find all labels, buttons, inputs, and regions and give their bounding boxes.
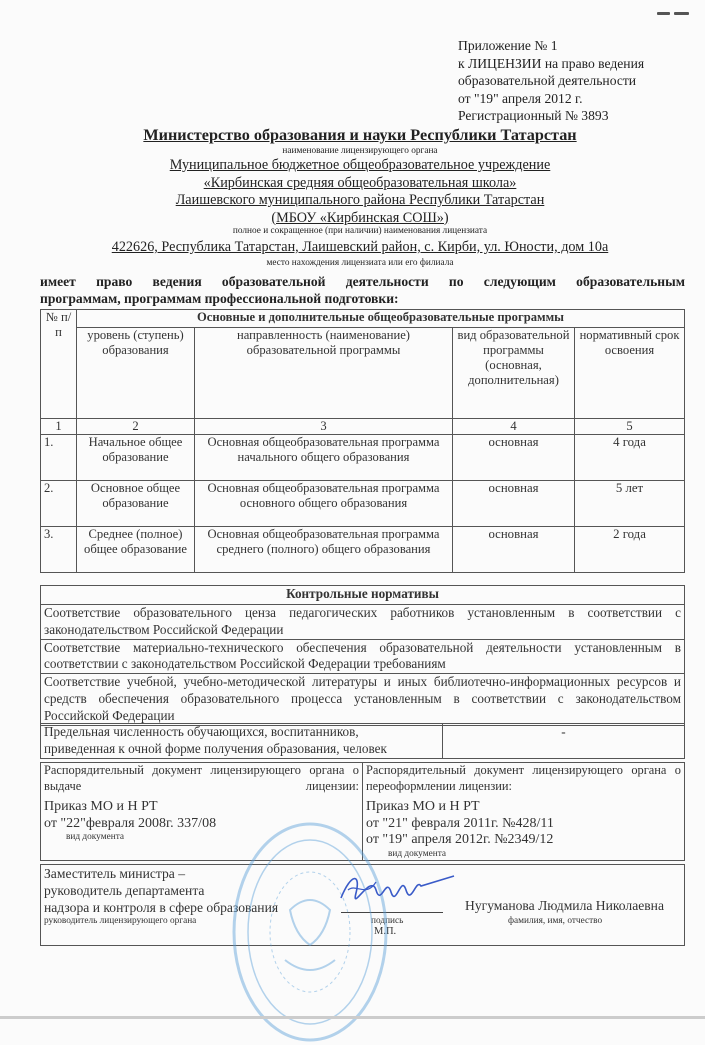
column-header-kind: вид образовательной программы (основная, дополнительная)	[453, 328, 575, 419]
reissue-order-document	[366, 799, 681, 849]
row-kind: основная	[453, 481, 575, 527]
licensee-name-line: Лаишевского муниципального района Республики Татарстан	[175, 192, 545, 208]
scan-edge	[0, 1016, 705, 1019]
licensee-address: 422626, Республика Татарстан, Лаишевский район, с. Кирби, ул. Юности, дом 10а	[111, 239, 609, 255]
table-row	[41, 481, 685, 527]
row-program: Основная общеобразовательная программа среднего (полного) общего образования	[195, 527, 453, 573]
licensee-name	[20, 157, 700, 227]
licensee-name-line: «Кирбинская средняя общеобразовательная школа»	[203, 174, 517, 191]
row-kind: основная	[453, 435, 575, 481]
signatory-full-name: Нугуманова Людмила Николаевна	[465, 898, 664, 913]
appendix-line: от "19" апреля 2012 г.	[458, 90, 583, 106]
control-norms-title: Контрольные нормативы	[41, 586, 685, 605]
row-program: Основная общеобразовательная программа основного общего образования	[195, 481, 453, 527]
table-row	[41, 435, 685, 481]
column-header-program: направленность (наименование) образовательной программы	[195, 328, 453, 419]
row-term: 5 лет	[575, 481, 685, 527]
licensing-authority: Министерство образования и науки Республики Татарстан	[143, 126, 577, 144]
intro-statement	[40, 273, 685, 307]
table-header-row	[41, 328, 685, 419]
row-number: 3.	[41, 527, 77, 573]
row-program: Основная общеобразовательная программа начального общего образования	[195, 435, 453, 481]
row-level: Основное общее образование	[77, 481, 195, 527]
stamp-caption: М.П.	[374, 926, 397, 937]
table-index-row	[41, 419, 685, 435]
row-term: 2 года	[575, 527, 685, 573]
appendix-line: образовательной деятельности	[458, 73, 637, 88]
row-level: Начальное общее образование	[77, 435, 195, 481]
row-level: Среднее (полное) общее образование	[77, 527, 195, 573]
capacity-label	[41, 724, 443, 759]
licensee-name-caption: полное и сокращенное (при наличии) наименования лицензиата	[232, 226, 488, 236]
row-number: 2.	[41, 481, 77, 527]
document-line: Приказ МО и Н РТ	[366, 799, 480, 814]
intro-line: программам, программам профессиональной подготовки:	[40, 291, 399, 306]
row-term: 4 года	[575, 435, 685, 481]
issue-order-cell	[41, 763, 363, 861]
document-line: от "22"февраля 2008г. 337/08	[44, 815, 217, 831]
capacity-table	[40, 723, 685, 759]
appendix-line: Регистрационный № 3893	[458, 108, 609, 123]
column-group-header: Основные и дополнительные общеобразовательные программы	[77, 310, 685, 328]
document-line: от "19" апреля 2012г. №2349/12	[366, 832, 554, 847]
index-cell: 1	[41, 419, 77, 435]
index-cell: 2	[77, 419, 195, 435]
intro-line: имеет право ведения образовательной деятельности по следующим образовательным	[40, 274, 685, 289]
table-row	[41, 527, 685, 573]
signatory-post-caption: руководитель лицензирующего органа	[44, 916, 197, 926]
capacity-label-line: приведенная к очной форме получения образования, человек	[44, 740, 387, 756]
reissue-order-label: Распорядительный документ лицензирующего органа о переоформлении лицензии:	[366, 763, 681, 793]
document-type-caption: вид документа	[66, 832, 124, 842]
orders-table	[40, 762, 685, 861]
column-header-term: нормативный срок освоения	[575, 328, 685, 419]
reissue-order-cell	[363, 763, 685, 861]
control-norm-item: Соответствие учебной, учебно-методической литературы и иных библиотечно-информационных ресурсов и средств обеспечения образовательного процесса установленным в соответствии с законодательством Российской Федерации	[41, 674, 685, 725]
column-header-number: № п/п	[41, 310, 77, 419]
control-norm-item: Соответствие материально-технического обеспечения образовательной деятельности установленным в соответствии с законодательством Российской Федерации требованиям	[41, 639, 685, 674]
licensee-address-caption: место нахождения лицензиата или его филиала	[266, 258, 454, 268]
signature-caption: подпись	[371, 916, 404, 926]
scan-mark	[674, 12, 689, 15]
column-header-level: уровень (ступень) образования	[77, 328, 195, 419]
document-line: Приказ МО и Н РТ	[44, 799, 158, 814]
scan-mark	[657, 12, 670, 15]
document-type-caption: вид документа	[388, 848, 446, 859]
issue-order-label: Распорядительный документ лицензирующего органа о выдаче лицензии:	[44, 763, 359, 793]
capacity-label-line: Предельная численность обучающихся, воспитанников,	[44, 724, 359, 739]
signatory-block	[40, 864, 685, 946]
signatory-post-line: руководитель департамента	[44, 883, 205, 898]
row-kind: основная	[453, 527, 575, 573]
appendix-header	[458, 37, 644, 125]
appendix-line: Приложение № 1	[458, 38, 558, 53]
licensee-name-line: Муниципальное бюджетное общеобразовательное учреждение	[169, 157, 551, 173]
appendix-line: к ЛИЦЕНЗИИ на право ведения	[458, 55, 645, 71]
licensee-name-line: (МБОУ «Кирбинская СОШ»)	[271, 209, 449, 226]
index-cell: 3	[195, 419, 453, 435]
row-number: 1.	[41, 435, 77, 481]
document-line: от "21" февраля 2011г. №428/11	[366, 815, 554, 831]
capacity-value: -	[443, 724, 685, 759]
signatory-post-line: надзора и контроля в сфере образования	[44, 900, 279, 915]
signatory-post-line: Заместитель министра –	[44, 866, 186, 881]
index-cell: 5	[575, 419, 685, 435]
index-cell: 4	[453, 419, 575, 435]
control-norm-item: Соответствие образовательного ценза педагогических работников установленным в соответствии с законодательством Российской Федерации	[41, 605, 685, 640]
licensing-authority-caption: наименование лицензирующего органа	[282, 146, 438, 156]
table-header-row	[41, 310, 685, 328]
issue-order-document	[44, 799, 359, 832]
control-norms-table	[40, 585, 685, 726]
full-name-caption: фамилия, имя, отчество	[508, 916, 603, 926]
signature-line	[341, 912, 443, 913]
signatory-cell	[41, 865, 685, 946]
programs-table	[40, 309, 685, 573]
